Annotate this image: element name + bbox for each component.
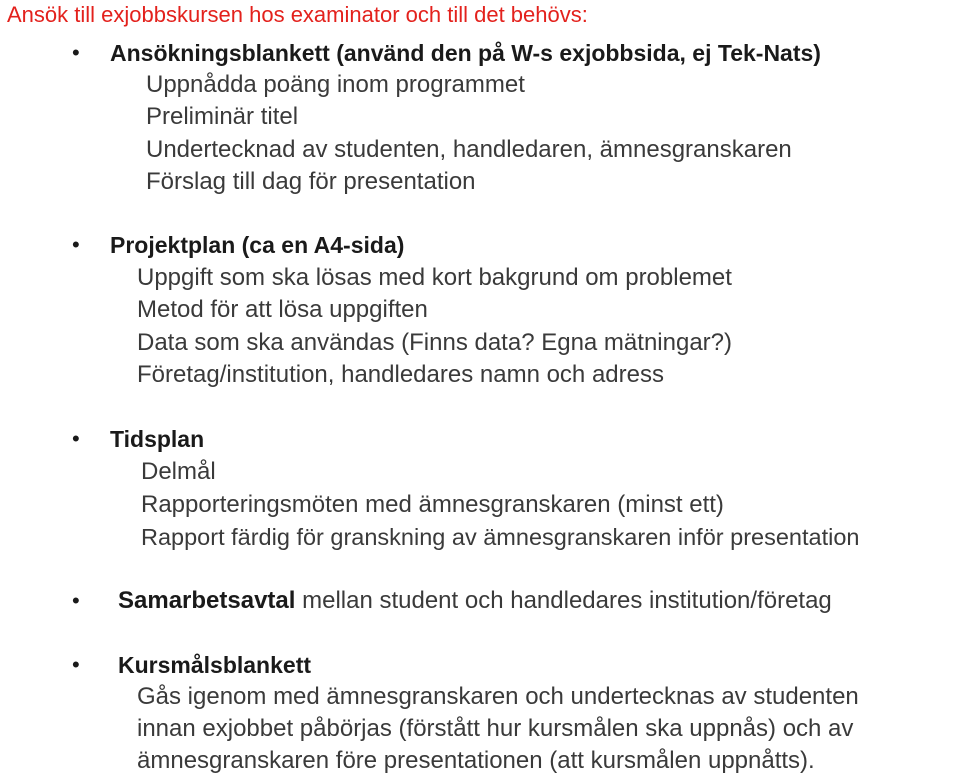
bullet-1: • <box>72 40 80 65</box>
section-1-item-1: Uppnådda poäng inom programmet <box>146 71 525 98</box>
section-5-title: Kursmålsblankett <box>118 652 312 678</box>
section-4-title: Samarbetsavtal <box>118 587 296 614</box>
section-2-item-4: Företag/institution, handledares namn och adress <box>137 361 664 388</box>
section-3-item-2: Rapporteringsmöten med ämnesgranskaren (minst ett) <box>141 491 724 518</box>
bullet-3: • <box>72 426 80 451</box>
section-1-item-4: Förslag till dag för presentation <box>146 168 476 195</box>
section-2-item-2: Metod för att lösa uppgiften <box>137 296 428 323</box>
section-4-title-rest: mellan student och handledares institution/företag <box>295 587 832 614</box>
section-5-item-3: ämnesgranskaren före presentationen (att kursmålen uppnåtts). <box>137 747 815 774</box>
section-3-title: Tidsplan <box>110 426 205 452</box>
section-4-line <box>118 586 832 616</box>
bullet-4: • <box>72 588 80 613</box>
section-2-item-3: Data som ska användas (Finns data? Egna mätningar?) <box>137 329 732 356</box>
slide-heading: Ansök till exjobbskursen hos examinator och till det behövs: <box>7 2 588 27</box>
bullet-5: • <box>72 652 80 677</box>
section-1-title: Ansökningsblankett (använd den på W-s exjobbsida, ej Tek-Nats) <box>110 40 821 66</box>
section-1-item-3: Undertecknad av studenten, handledaren, ämnesgranskaren <box>146 136 792 163</box>
section-5-item-2: innan exjobbet påbörjas (förstått hur kursmålen ska uppnås) och av <box>137 715 854 742</box>
section-2-title: Projektplan (ca en A4-sida) <box>110 232 405 258</box>
section-3-item-1: Delmål <box>141 458 216 485</box>
section-3-item-3: Rapport färdig för granskning av ämnesgranskaren inför presentation <box>141 524 860 550</box>
section-2-item-1: Uppgift som ska lösas med kort bakgrund om problemet <box>137 264 732 291</box>
section-1-item-2: Preliminär titel <box>146 103 299 130</box>
section-5-item-1: Gås igenom med ämnesgranskaren och undertecknas av studenten <box>137 683 859 710</box>
bullet-2: • <box>72 232 80 257</box>
